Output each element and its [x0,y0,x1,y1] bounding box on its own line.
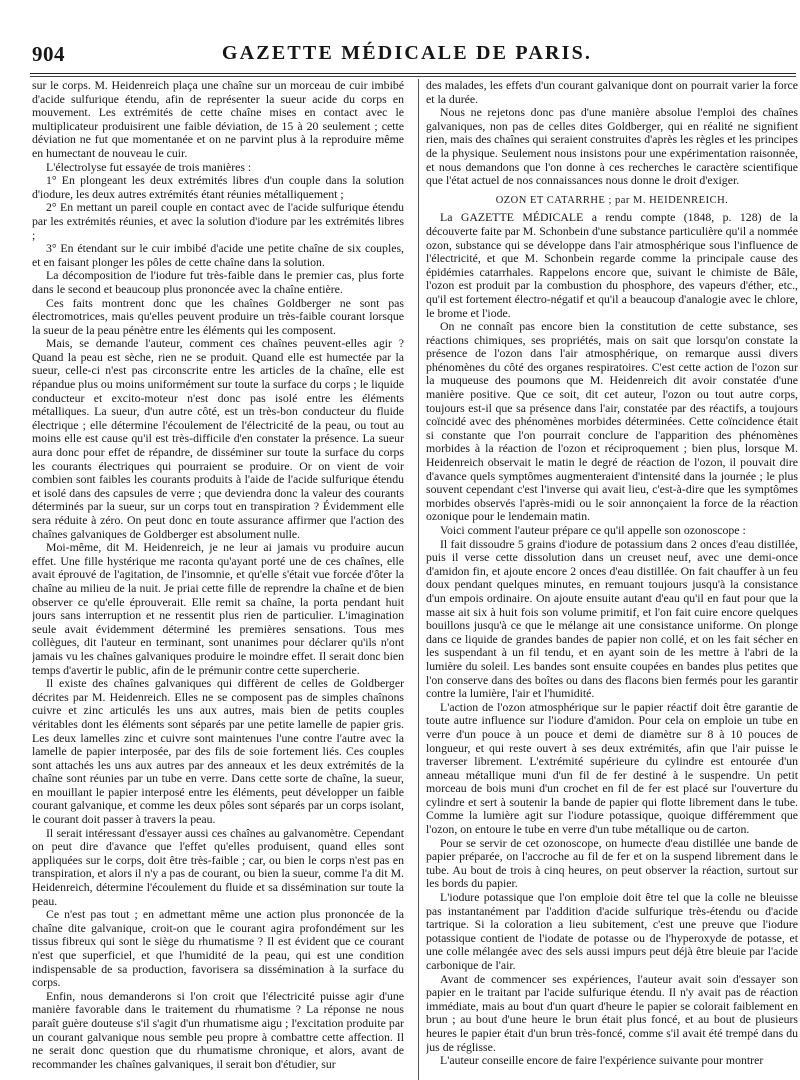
paragraph: Ces faits montrent donc que les chaînes Goldberger ne sont pas électromotrices, mais qu'elles peuvent produire un très-faible courant lorsque la sueur de la peau pénètre entre les éléments qui les composent. [32,295,404,337]
paragraph: L'iodure potassique que l'on emploie doit être tel que la colle ne bleuisse pas instantanément par l'addition d'acide sulfurique très-étendu ou d'acide tartrique. Si la coloration a lieu subitement, c'est une preuve que l'iodure potassique contient de l'iodate de potasse ou de l'hyperoxyde de potasse, et une colle mélangée avec des sels aussi impurs peut déjà être bleuie par l'acide carbonique de l'air. [426,890,798,972]
column-divider [418,79,419,1080]
paragraph: Enfin, nous demanderons si l'on croit que l'électricité puisse agir d'une manière favorable dans le traitement du rhumatisme ? La réponse ne nous paraît guère douteuse s'il s'agit d'un rhumatisme aigu ; l'excitation produite par un courant galvanique nous semble peu propre à combattre cette affection. Il ne serait donc question que du rhumatisme chronique, et alors, avant de recommander les chaînes galvaniques, il serait bon d'étudier, sur [32,988,404,1071]
page-number: 904 [32,42,65,66]
paragraph: Nous ne rejetons donc pas d'une manière absolue l'emploi des chaînes galvaniques, non pas de celles dites Goldberger, qui en réalité ne signifient rien, mais des chaînes qui seraient construites d'après les règles et les principes de la physique. Seulement nous insistons pour une expérimentation raisonnée, et nous demandons que l'on donne à ces recherches le caractère scientifique que l'état actuel de nos connaissances nous donne le droit d'exiger. [426,105,798,188]
left-column [32,79,404,1079]
paragraph: 2° En mettant un pareil couple en contact avec de l'acide sulfurique étendu par les extrémités réunies, et avec la solution d'iodure par les extrémités libres ; [32,200,404,242]
paragraph: La décomposition de l'iodure fut très-faible dans le premier cas, plus forte dans le second et beaucoup plus prononcée avec la chaîne entière. [32,268,404,296]
paragraph: L'électrolyse fut essayée de trois manières : [46,159,252,174]
paragraph: On ne connaît pas encore bien la constitution de cette substance, ses réactions chimiques, ses propriétés, mais on sait que lorsqu'on constate la présence de l'ozon dans l'air atmosphérique, on remarque aussi divers phénomènes du côté des organes respiratoires. C'est cette action de l'ozon sur la muqueuse des poumons que M. Heidenreich dit avoir constatée d'une manière positive. Que ce soit, dit cet auteur, l'ozon ou tout autre corps, toujours est-il que sa présence dans l'air, constatée par des réactifs, a toujours coïncidé avec des phénomènes morbides déterminées. Cette coïncidence était si constante que l'on pourrait conclure de l'apparition des phénomènes morbides à la réaction de l'ozon et réciproquement ; bien plus, lorsque M. Heidenreich observait le matin le degré de réaction de l'ozon, il pouvait dire d'avance quels symptômes augmenteraient d'intensité dans la journée ; le plus souvent cependant c'est l'inverse qui avait lieu, c'est-à-dire que les symptômes morbides observés l'après-midi ou le soir annonçaient la force de la réaction ozonique pour le lendemain matin. [426,319,798,524]
paragraph: 1° En plongeant les deux extrémités libres d'un couple dans la solution d'iodure, les deux autres extrémités étant réunies métalliquement ; [32,173,404,201]
paragraph: sur le corps. M. Heidenreich plaça une chaîne sur un morceau de cuir imbibé d'acide sulfurique étendu, afin de représenter la sueur acide du corps en mouvement. Les extrémités de cette chaîne mises en contact avec le multiplicateur produisirent une faible déviation, de 15 à 20 seulement ; cette déviation ne fut que momentanée et on ne parvint plus à la reproduire même en humectant de nouveau le cuir. [32,79,404,160]
paragraph: des malades, les effets d'un courant galvanique dont on pourrait varier la force et la durée. [426,79,798,106]
header-rule [30,73,796,74]
paragraph: L'action de l'ozon atmosphérique sur le papier réactif doit être garantie de toute autre influence sur l'iodure d'amidon. Pour cela on emploie un tube en verre d'un pouce à un pouce et demi de diamètre sur 8 à 10 pouces de longueur, et qui reste ouvert à ses deux extrémités, afin que l'air puisse le traverser librement. L'extrémité supérieure du cylindre est entourée d'un anneau métallique muni d'un fil de fer destiné à le suspendre. Un petit morceau de bois muni d'un crochet en fil de fer est placé sur l'ouverture du cylindre et sert à soutenir la bande de papier qui flotte librement dans le tube. Comme la lumière agit sur l'iodure potassique, quoique différemment que l'ozon, on entoure le tube en verre d'un tube métallique ou de carton. [426,699,798,837]
paragraph: Pour se servir de cet ozonoscope, on humecte d'eau distillée une bande de papier préparée, on l'accroche au fil de fer et on la suspend librement dans le tube. Au bout de trois à cinq heures, on peut observer la réaction, surtout sur les bords du papier. [426,835,798,891]
paragraph: Moi-même, dit M. Heidenreich, je ne leur ai jamais vu produire aucun effet. Une fille hystérique me raconta qu'ayant porté une de ces chaînes, elle avait éprouvé de l'agitation, de l'insomnie, et qu'elle s'était vue forcée d'ôter la chaîne au milieu de la nuit. Je priai cette fille de reprendre la chaîne et de bien observer ce qu'elle éprouverait. Elle remit sa chaîne, la porta pendant huit jours sans interruption et ne ressentit plus rien de particulier. L'imagination seule avait évidemment déterminé les premières sensations. Tous mes collègues, dit l'auteur en terminant, sont unanimes pour déclarer qu'ils n'ont jamais vu les chaînes galvaniques produire le moindre effet. Il serait donc bien temps d'avertir le public, afin de le prémunir contre cette supercherie. [32,540,404,677]
paragraph: Il existe des chaînes galvaniques qui diffèrent de celles de Goldberger décrites par M. Heidenreich. Elles ne se composent pas de simples chaînons cuivre et zinc articulés les uns aux autres, mais bien de petits couples véritables dont les éléments sont séparés par une petite lamelle de papier gris. Les deux lamelles zinc et cuivre sont maintenues l'une contre l'autre avec la lamelle de papier interposée, par des fils de soie fortement liés. Ces couples sont attachés les uns aux autres par des anneaux et les deux extrémités de la chaîne sont réunies par un tube en verre. Dans cette sorte de chaîne, la sueur, en mouillant le papier interposé entre les éléments, peut développer un faible courant galvanique, et comme les deux pôles sont séparés par un corps isolant, le courant doit passer à travers la peau. [32,676,404,827]
right-column [426,79,798,1079]
paragraph: Il serait intéressant d'essayer aussi ces chaînes au galvanomètre. Cependant on peut dire d'avance que l'effet qu'elles produisent, quand elles sont appliquées sur le corps, doit être très-faible ; car, ou bien le corps n'est pas en transpiration, et alors il n'y a pas de courant, ou bien la sueur, comme l'a dit M. Heidenreich, détermine l'écoulement du fluide et sa dissémination sur toute la peau. [32,825,404,908]
paragraph: Ce n'est pas tout ; en admettant même une action plus prononcée de la chaîne dite galvanique, croit-on que le courant agira profondément sur les tissus fibreux qui sont le siège du rhumatisme ? Il est évident que ce courant n'est que superficiel, et que l'humidité de la peau, qui est une condition indispensable de sa production, favorisera sa dissémination à la surface du corps. [32,907,404,990]
header-rule-thin [30,76,796,77]
paragraph: Voici comment l'auteur prépare ce qu'il appelle son ozonoscope : [440,523,746,537]
journal-title: GAZETTE MÉDICALE DE PARIS. [221,42,593,64]
paragraph: Avant de commencer ses expériences, l'auteur avait soin d'essayer son papier en le traitant par l'acide sulfurique étendu. Il n'y avait pas de réaction immédiate, mais au bout d'un quart d'heure le papier se colorait faiblement en brun ; au bout d'une heure le brun était plus foncé, et au bout de plusieurs heures le papier était d'un brun très-foncé, comme s'il avait été trempé dans du jus de réglisse. [426,971,798,1054]
section-heading: OZON ET CATARRHE ; par M. HEIDENREICH. [495,194,729,206]
paragraph: La GAZETTE MÉDICALE a rendu compte (1848, p. 128) de la découverte faite par M. Schonbein d'une substance particulière qu'il a nommée ozon, substance qui se développe dans l'air atmosphérique sous l'influence de l'électricité, et que M. Schonbein regarde comme la principale cause des épidémies catarrhales. Rappelons encore que, suivant le chimiste de Bâle, l'ozon est produit par la combustion du phosphore, des vapeurs d'éther, etc., qu'il est fortement électro-négatif et qu'il a beaucoup d'analogie avec le chlore, le brome et l'iode. [426,210,798,320]
paragraph: Mais, se demande l'auteur, comment ces chaînes peuvent-elles agir ? Quand la peau est sèche, rien ne se produit. Quand elle est humectée par la sueur, celle-ci n'est pas circonscrite entre les articles de la chaîne, elle est répandue plus ou moins uniformément sur toute la surface du corps ; le liquide conducteur et excito-moteur n'est donc pas isolé entre les éléments métalliques. La sueur, d'un autre côté, est un très-bon conducteur du fluide électrique ; elle détermine l'écoulement de l'électricité de la peau, ou tout au moins elle est cause qu'il est très-difficile d'en constater la présence. La sueur aura donc pour effet de répandre, de disséminer sur toute la surface du corps les courants électriques qui pourraient se produire. Or on vient de voir combien sont faibles les courants produits à l'aide de l'acide sulfurique étendu et isolé dans des capsules de verre ; que deviendra donc la valeur des courants déterminés par la sueur, sur un corps tout en transpiration ? Évidemment elle sera réduite à zéro. On peut donc en toute assurance affirmer que l'action des chaînes galvaniques de Goldberger est absolument nulle. [32,336,404,541]
paragraph: L'auteur conseille encore de faire l'expérience suivante pour montrer [440,1053,764,1068]
newspaper-page [22,0,798,1080]
page-header [22,42,792,68]
paragraph: 3° En étendant sur le cuir imbibé d'acide une petite chaîne de six couples, et en faisant plonger les pôles de cette chaîne dans la solution. [32,241,404,269]
paragraph: Il fait dissoudre 5 grains d'iodure de potassium dans 2 onces d'eau distillée, puis il verse cette dissolution dans un creuset neuf, avec une demi-once d'amidon fin, et ajoute encore 2 onces d'eau distillée. On fait chauffer à un feu doux pendant quelques minutes, en remuant toujours jusqu'à la consistance d'un empois ordinaire. On ajoute ensuite autant d'eau qu'il en faut pour que la masse ait six à huit fois son volume primitif, et l'on fait cuire encore quelques bouillons jusqu'à ce que le mélange ait une consistance uniforme. On plonge dans ce liquide de grandes bandes de papier non collé, et on les fait sécher en les suspendant à un fil tendu, et en ayant soin de les mettre à l'abri de la lumière du soleil. Les bandes sont ensuite coupées en bandes plus petites que l'on conserve dans des boîtes ou dans des flacons bien fermés pour les garantir contre la lumière, l'air et l'humidité. [426,536,798,701]
